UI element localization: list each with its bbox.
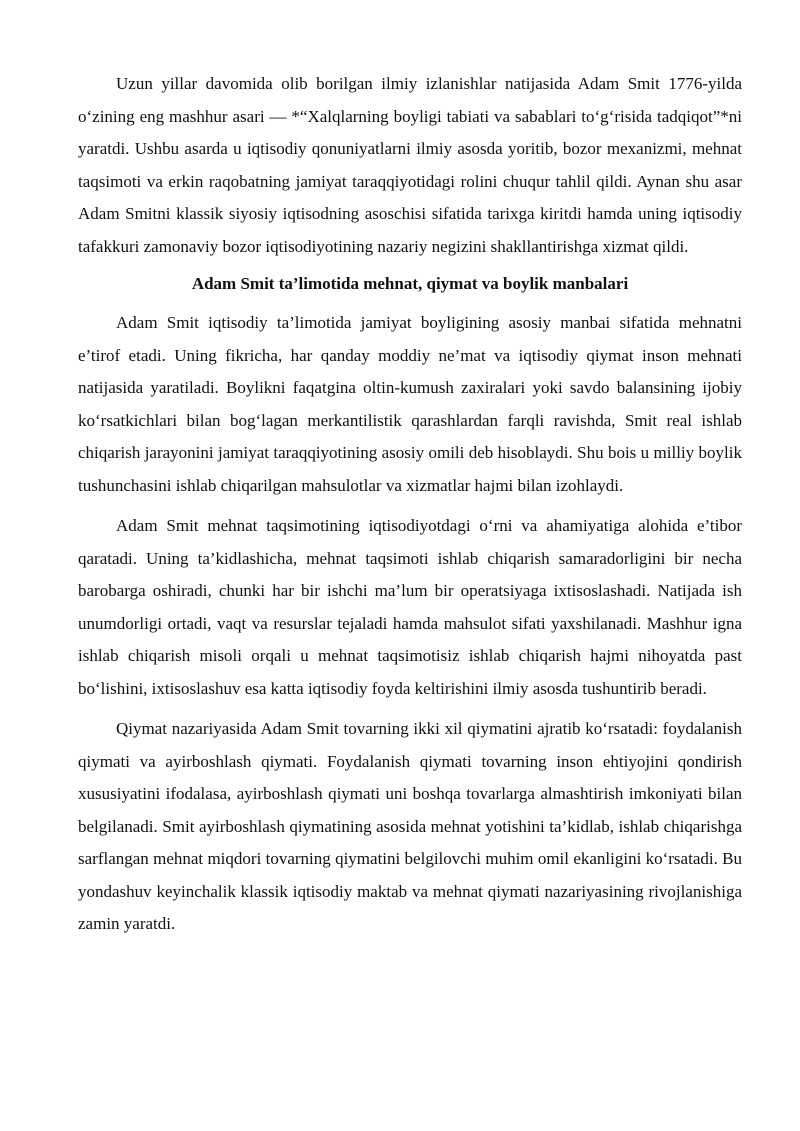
section-heading: Adam Smit ta’limotida mehnat, qiymat va boylik manbalari [191,274,629,293]
labor-wealth-paragraph: Adam Smit iqtisodiy ta’limotida jamiyat boyligining asosiy manbai sifatida mehnatni e’tirof etadi. Uning fikricha, har qanday moddiy ne’mat va iqtisodiy qiymat inson mehnati natijasida yaratiladi. Boylikni faqatgina oltin-kumush zaxiralari yoki savdo balansining ijobiy ko‘rsatkichlari bilan bog‘lagan merkantilistik qarashlardan farqli ravishda, Smit real ishlab chiqarish jarayonini jamiyat taraqqiyotining asosiy omili deb hisoblaydi. Shu bois u milliy boylik tushunchasini ishlab chiqarilgan mahsulotlar va xizmatlar hajmi bilan izohlaydi. [78,313,742,495]
division-of-labor-paragraph: Adam Smit mehnat taqsimotining iqtisodiyotdagi o‘rni va ahamiyatiga alohida e’tibor qaratadi. Uning ta’kidlashicha, mehnat taqsimoti ishlab chiqarish samaradorligini bir necha barobarga oshiradi, chunki har bir ishchi ma’lum bir operatsiyaga ixtisoslashadi. Natijada ish unumdorligi ortadi, vaqt va resurslar tejaladi hamda mahsulot sifati yaxshilanadi. Mashhur igna ishlab chiqarish misoli orqali u mehnat taqsimotisiz ishlab chiqarish hajmi nihoyatda past bo‘lishini, ixtisoslashuv esa katta iqtisodiy foyda keltirishini ilmiy asosda tushuntirib beradi. [78,516,742,698]
value-theory-paragraph: Qiymat nazariyasida Adam Smit tovarning ikki xil qiymatini ajratib ko‘rsatadi: foydalanish qiymati va ayirboshlash qiymati. Foydalanish qiymati tovarning inson ehtiyojini qondirish xususiyatini ifodalasa, ayirboshlash qiymati uni boshqa tovarlarga almashtirish imkoniyati bilan belgilanadi. Smit ayirboshlash qiymatining asosida mehnat yotishini ta’kidlab, ishlab chiqarishga sarflangan mehnat miqdori tovarning qiymatini belgilovchi muhim omil ekanligini ko‘rsatadi. Bu yondashuv keyinchalik klassik iqtisodiy maktab va mehnat qiymati nazariyasining rivojlanishiga zamin yaratdi. [78,719,742,933]
intro-paragraph: Uzun yillar davomida olib borilgan ilmiy izlanishlar natijasida Adam Smit 1776-yilda o‘zining eng mashhur asari — *“Xalqlarning boyligi tabiati va sabablari to‘g‘risida tadqiqot”*ni yaratdi. Ushbu asarda u iqtisodiy qonuniyatlarni ilmiy asosda yoritib, bozor mexanizmi, mehnat taqsimoti va erkin raqobatning jamiyat taraqqiyotidagi rolini chuqur tahlil qildi. Aynan shu asar Adam Smitni klassik siyosiy iqtisodning asoschisi sifatida tarixga kiritdi hamda uning iqtisodiy tafakkuri zamonaviy bozor iqtisodiyotining nazariy negizini shakllantirishga xizmat qildi. [78,74,742,256]
document-page [78,68,742,941]
